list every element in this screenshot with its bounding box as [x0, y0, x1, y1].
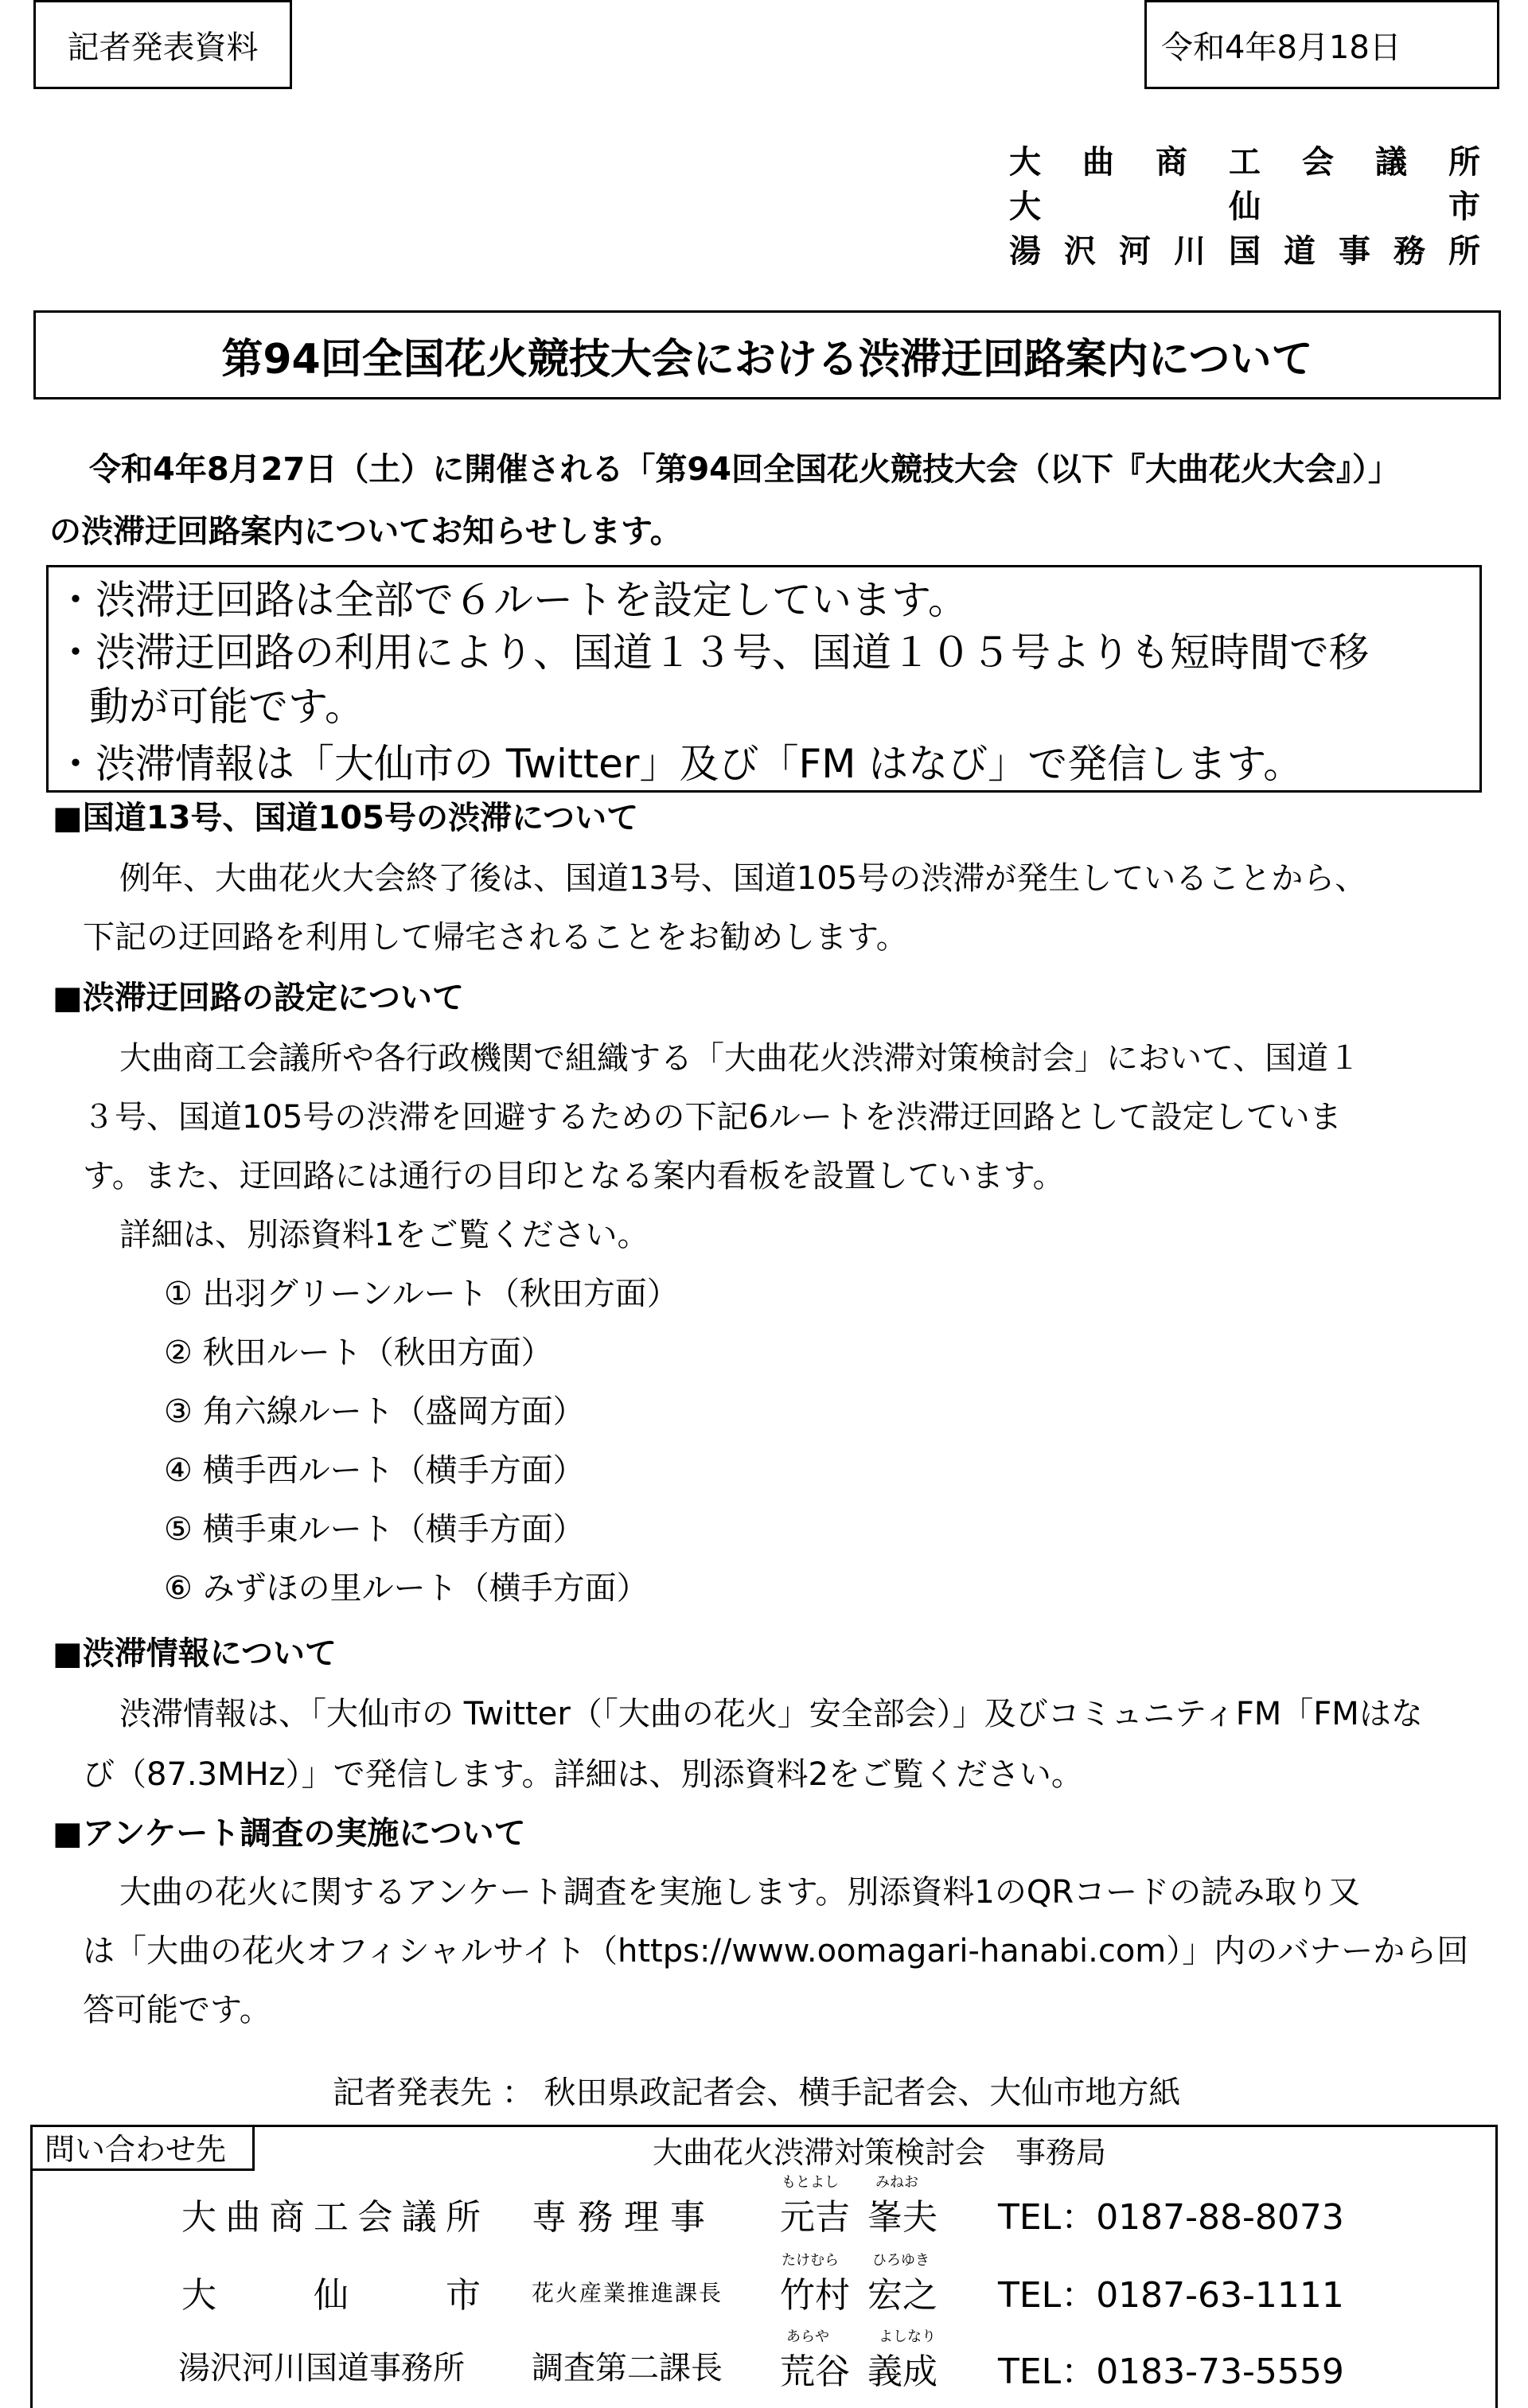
- org-char: 会: [357, 2197, 393, 2238]
- highlight-1: ・渋滞迂回路は全部で６ルートを設定しています。: [56, 577, 968, 623]
- org-char: 市: [446, 2275, 481, 2316]
- org-yuzawa-office: [1009, 226, 1480, 271]
- contact-given-name: 義成: [867, 2352, 937, 2392]
- press-release-tag: [33, 0, 292, 89]
- contact-given-name: 宏之: [867, 2275, 937, 2316]
- org-char: 仙: [1229, 189, 1261, 225]
- press-distribution: 記者発表先 ： 秋田県政記者会、横手記者会、大仙市地方紙: [333, 2075, 1181, 2111]
- org-char: 大: [1009, 144, 1041, 181]
- section2-line-3: す。また、迂回路には通行の目印となる案内看板を設置しています。: [83, 1158, 1065, 1194]
- org-char: 国: [1229, 233, 1261, 270]
- contact-family-name: 竹村: [780, 2275, 850, 2316]
- section1-line-2: 下記の迂回路を利用して帰宅されることをお勧めします。: [83, 919, 908, 956]
- contact-org-yuzawa: 湯沢河川国道事務所: [178, 2350, 465, 2387]
- org-daisen-city: [1009, 181, 1480, 227]
- section2-line-2: ３号、国道105号の渋滞を回避するための下記6ルートを渋滞迂回路として設定していま: [83, 1099, 1342, 1136]
- contact-family-name: 荒谷: [780, 2352, 850, 2392]
- contact-given-ruby: ひろゆき: [872, 2252, 930, 2269]
- contact-family-name: 元吉: [780, 2197, 850, 2238]
- org-char: 大: [1009, 189, 1041, 225]
- org-char: 沢: [1064, 233, 1096, 270]
- intro-line-1: 令和4年8月27日（土）に開催される「第94回全国花火競技大会（以下『大曲花火大会』）」: [89, 451, 1400, 488]
- route-item: ① 出羽グリーンルート（秋田方面）: [164, 1276, 679, 1312]
- org-char: 曲: [1082, 144, 1114, 181]
- org-char: 湯: [1009, 233, 1041, 270]
- org-char: 商: [269, 2197, 305, 2238]
- org-char: 川: [1174, 233, 1206, 270]
- section-heading-detour-setting: ■渋滞迂回路の設定について: [53, 980, 464, 1016]
- org-char: 河: [1119, 233, 1151, 270]
- contact-label-cell: [30, 2125, 255, 2171]
- contact-family-ruby: あらや: [786, 2328, 829, 2345]
- org-char: 大: [181, 2275, 216, 2316]
- contact-phone: TEL：0187-88-8073: [998, 2197, 1344, 2238]
- route-item: ③ 角六線ルート（盛岡方面）: [164, 1393, 585, 1430]
- contact-title: 調査第二課長: [532, 2350, 723, 2387]
- section4-line-1: 大曲の花火に関するアンケート調査を実施します。別添資料1のQRコードの読み取り又: [119, 1874, 1361, 1911]
- route-item: ② 秋田ルート（秋田方面）: [164, 1335, 553, 1371]
- section-heading-survey: ■アンケート調査の実施について: [53, 1815, 526, 1852]
- org-char: 所: [1448, 144, 1480, 181]
- contact-label: 問い合わせ先: [45, 2132, 227, 2167]
- highlight-2: ・渋滞迂回路の利用により、国道１３号、国道１０５号よりも短時間で移: [56, 629, 1369, 676]
- contact-given-name: 峯夫: [867, 2197, 937, 2238]
- highlight-2-cont: 動が可能です。: [89, 684, 364, 730]
- org-char: 会: [1302, 144, 1334, 181]
- org-char: 議: [1375, 144, 1407, 181]
- press-release-tag-text: 記者発表資料: [67, 29, 259, 66]
- contact-family-ruby: たけむら: [782, 2252, 839, 2269]
- route-item: ④ 横手西ルート（横手方面）: [164, 1452, 585, 1489]
- org-char: 工: [1229, 144, 1261, 181]
- document-title-box: [33, 310, 1501, 399]
- contact-office: 大曲花火渋滞対策検討会 事務局: [653, 2135, 1107, 2170]
- contact-phone: TEL：0187-63-1111: [998, 2275, 1344, 2316]
- org-char: 所: [1448, 233, 1480, 270]
- org-char: 商: [1156, 144, 1187, 181]
- route-item: ⑥ みずほの里ルート（横手方面）: [164, 1570, 649, 1607]
- section2-line-4: 詳細は、別添資料1をご覧ください。: [119, 1217, 649, 1253]
- section3-line-2: び（87.3MHz）」で発信します。詳細は、別添資料2をご覧ください。: [83, 1756, 1083, 1793]
- date-text: 令和4年8月18日: [1161, 29, 1401, 66]
- contact-org-omagari: [181, 2188, 481, 2239]
- section-heading-traffic-info: ■渋滞情報について: [53, 1635, 337, 1672]
- org-char: 議: [401, 2197, 437, 2238]
- section3-line-1: 渋滞情報は、「大仙市の Twitter（「大曲の花火」安全部会）」及びコミュニティFM「FMはな: [119, 1696, 1423, 1732]
- org-char: 市: [1448, 189, 1480, 225]
- org-char: 道: [1284, 233, 1316, 270]
- org-char: 曲: [225, 2197, 261, 2238]
- org-char: 務: [1394, 233, 1425, 270]
- contact-given-ruby: みねお: [875, 2174, 918, 2191]
- contact-title: 花火産業推進課長: [532, 2280, 723, 2306]
- document-title: 第94回全国花火競技大会における渋滞迂回路案内について: [221, 335, 1313, 384]
- section4-line-2: は「大曲の花火オフィシャルサイト（https://www.oomagari-hanabi.com）」内のバナーから回: [83, 1933, 1469, 1970]
- contact-phone: TEL：0183-73-5559: [998, 2352, 1344, 2392]
- section4-line-3: 答可能です。: [83, 1992, 271, 2028]
- org-char: 仙: [314, 2275, 349, 2316]
- contact-given-ruby: よしなり: [879, 2328, 936, 2345]
- route-item: ⑤ 横手東ルート（横手方面）: [164, 1511, 585, 1548]
- org-char: 所: [445, 2197, 481, 2238]
- org-omagari-chamber: [1009, 137, 1480, 182]
- section1-line-1: 例年、大曲花火大会終了後は、国道13号、国道105号の渋滞が発生していることから、: [119, 860, 1367, 897]
- contact-title: 専 務 理 事: [532, 2197, 705, 2238]
- org-char: 工: [313, 2197, 349, 2238]
- org-char: 事: [1339, 233, 1370, 270]
- contact-org-daisen: [181, 2266, 481, 2317]
- org-char: 大: [181, 2197, 216, 2238]
- highlight-3: ・渋滞情報は「大仙市の Twitter」及び「FM はなび」で発信します。: [56, 741, 1304, 787]
- section2-line-1: 大曲商工会議所や各行政機関で組織する「大曲花火渋滞対策検討会」において、国道１: [119, 1040, 1361, 1077]
- contact-family-ruby: もとよし: [782, 2174, 839, 2191]
- intro-line-2: の渋滞迂回路案内についてお知らせします。: [49, 513, 682, 550]
- date-box: [1144, 0, 1499, 89]
- section-heading-congestion: ■国道13号、国道105号の渋滞について: [53, 800, 639, 836]
